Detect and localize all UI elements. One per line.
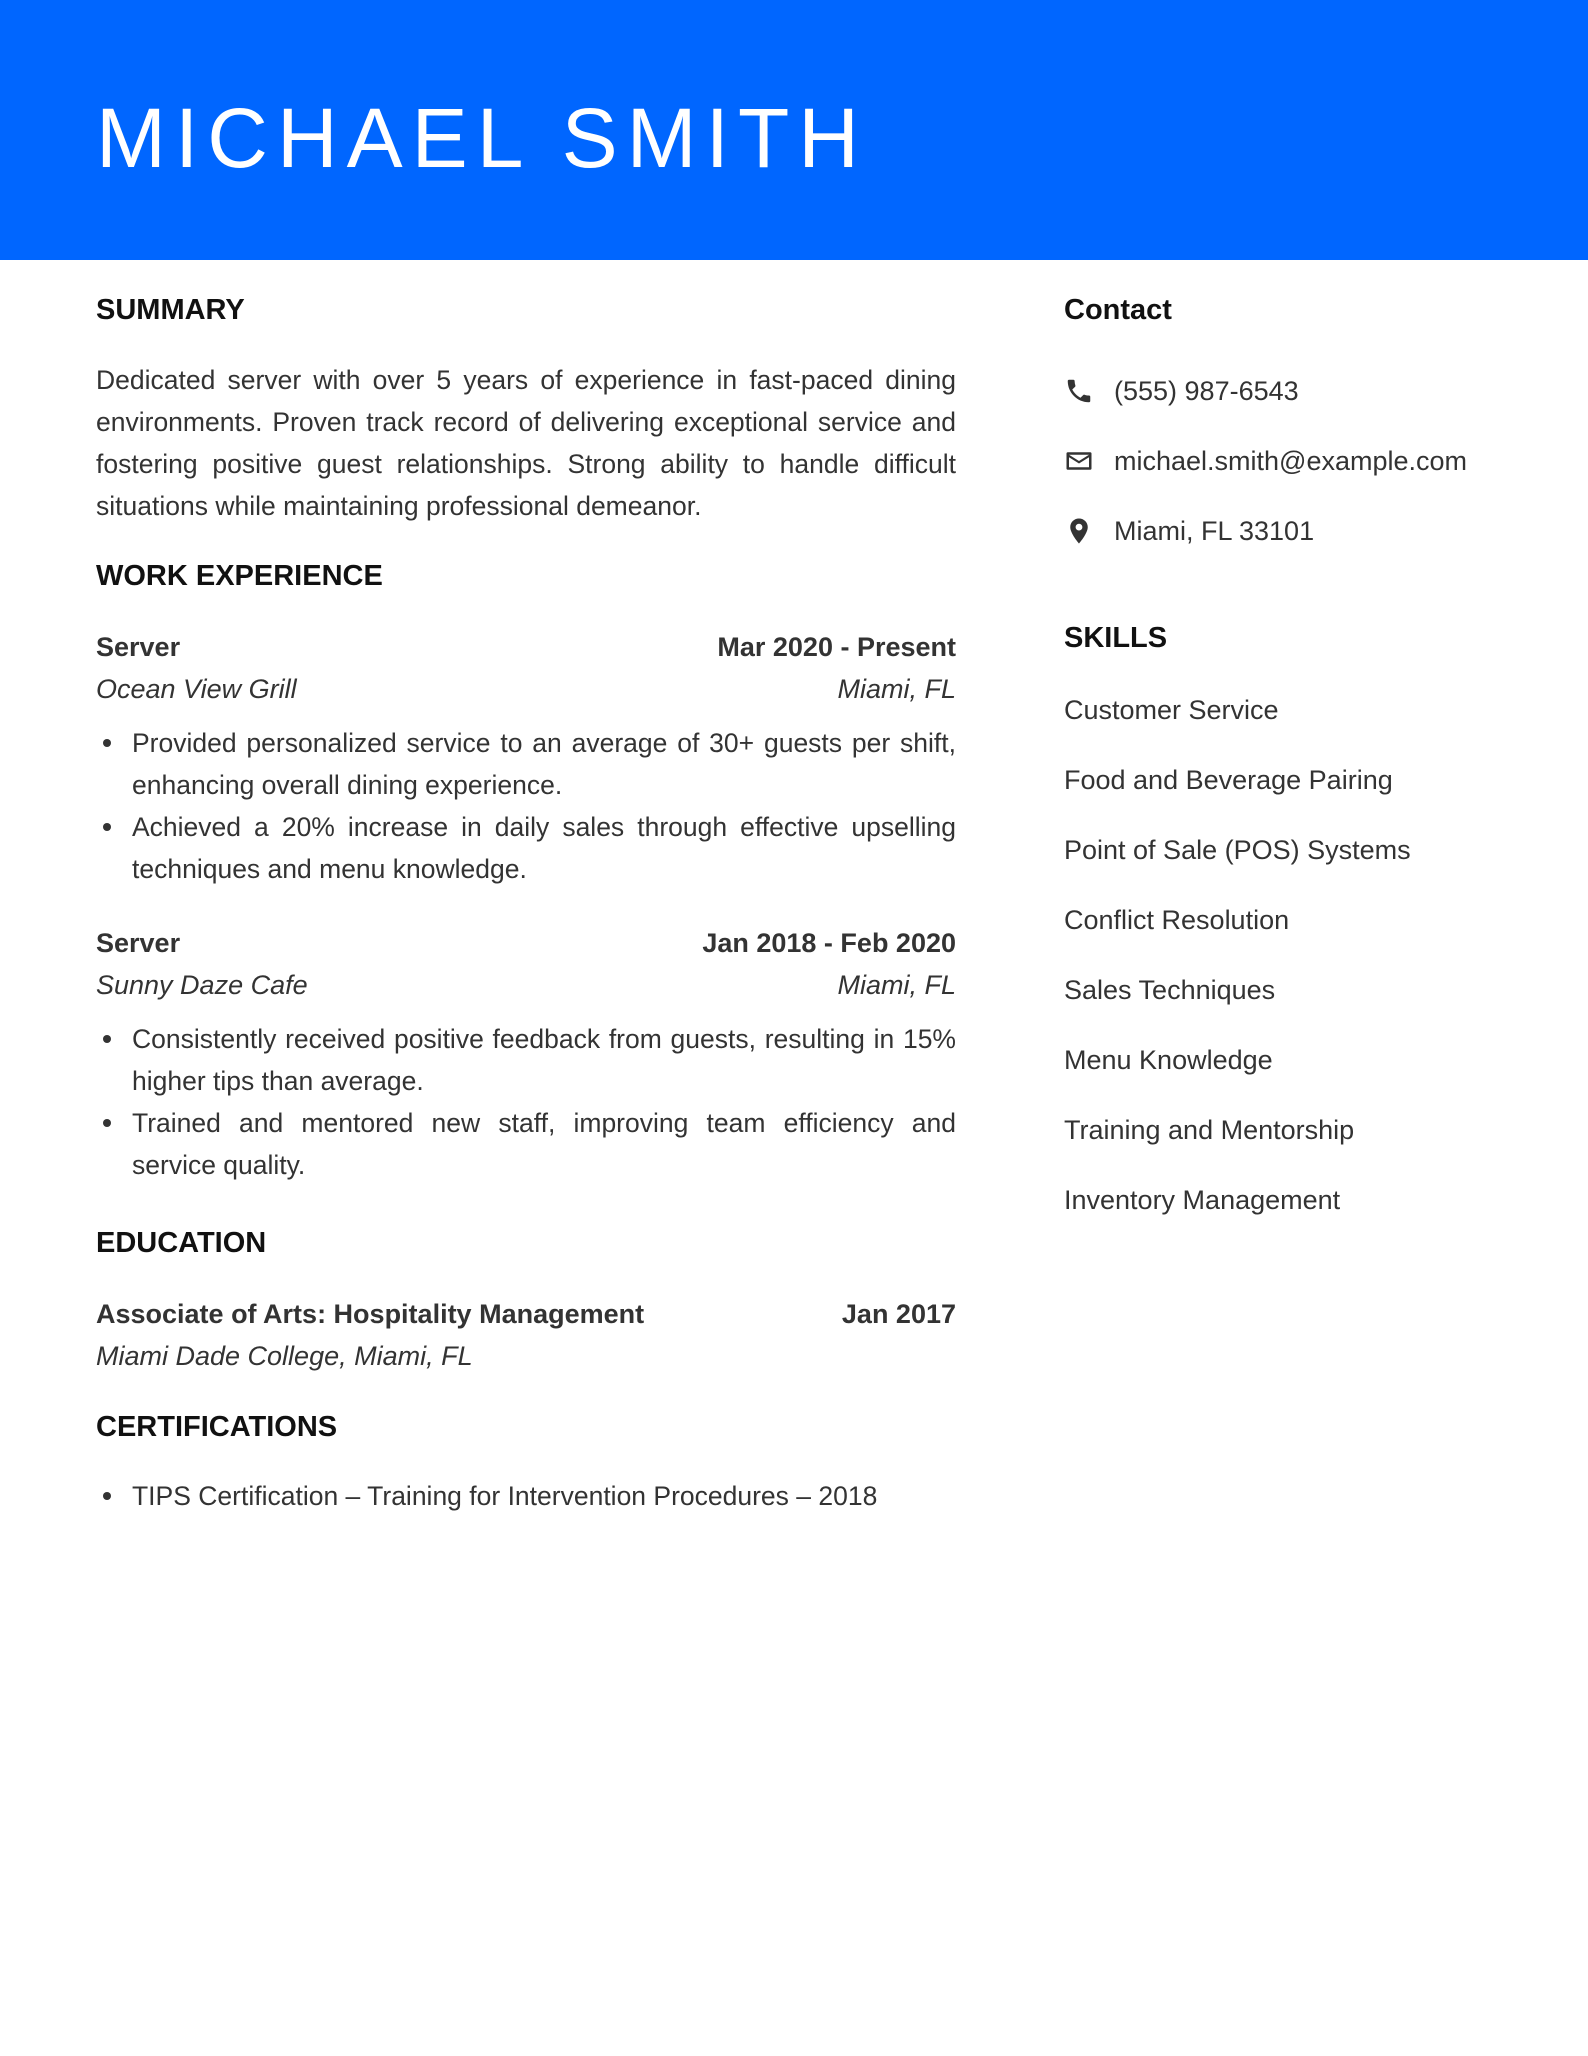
job-location: Miami, FL <box>837 674 956 704</box>
job-company-row <box>96 668 956 710</box>
job-company-row <box>96 964 956 1006</box>
job-title-row <box>96 922 956 964</box>
contact-heading: Contact <box>1064 294 1172 326</box>
summary-heading: SUMMARY <box>96 294 245 326</box>
certification-item: TIPS Certification – Training for Intervention Procedures – 2018 <box>96 1475 956 1517</box>
skill-item: Customer Service <box>1064 695 1279 725</box>
job-location: Miami, FL <box>837 970 956 1000</box>
job-achievement: Achieved a 20% increase in daily sales through effective upselling techniques and menu knowledge. <box>96 806 956 890</box>
education-degree-row <box>96 1293 956 1335</box>
envelope-icon <box>1064 446 1094 476</box>
contact-phone <box>1064 370 1299 412</box>
job-title: Server <box>96 632 181 662</box>
job-achievement: Provided personalized service to an average of 30+ guests per shift, enhancing overall dining experience. <box>96 722 956 806</box>
education-degree: Associate of Arts: Hospitality Management <box>96 1299 645 1329</box>
job-company: Ocean View Grill <box>96 674 297 704</box>
job-dates: Jan 2018 - Feb 2020 <box>702 928 956 958</box>
education-entry <box>96 1293 956 1377</box>
skill-item: Food and Beverage Pairing <box>1064 765 1393 795</box>
job-title: Server <box>96 928 181 958</box>
skills-list <box>1064 689 1524 1249</box>
job-achievement: Trained and mentored new staff, improving team efficiency and service quality. <box>96 1102 956 1186</box>
work-experience-heading: WORK EXPERIENCE <box>96 560 383 592</box>
education-date: Jan 2017 <box>841 1299 956 1329</box>
contact-email <box>1064 440 1467 482</box>
skill-item: Sales Techniques <box>1064 975 1276 1005</box>
job-achievement: Consistently received positive feedback from guests, resulting in 15% higher tips than average. <box>96 1018 956 1102</box>
contact-email-text: michael.smith@example.com <box>1114 445 1468 476</box>
education-school: Miami Dade College, Miami, FL <box>96 1341 473 1371</box>
skills-heading: SKILLS <box>1064 622 1168 654</box>
contact-phone-text: (555) 987-6543 <box>1114 375 1299 406</box>
resume-header <box>0 0 1588 260</box>
summary-text: Dedicated server with over 5 years of experience in fast-paced dining environments. Proven track record of delivering exceptional service and fostering positive guest relationships. Strong ability to handle difficult situations while maintaining professional demeanor. <box>96 365 956 521</box>
job-company: Sunny Daze Cafe <box>96 970 308 1000</box>
contact-location <box>1064 510 1314 552</box>
job-achievements-list <box>96 1018 956 1186</box>
job-entry <box>96 626 956 890</box>
job-entry <box>96 922 956 1186</box>
phone-icon <box>1064 376 1094 406</box>
skill-item: Training and Mentorship <box>1064 1115 1355 1145</box>
skill-item: Conflict Resolution <box>1064 905 1290 935</box>
skill-item: Point of Sale (POS) Systems <box>1064 835 1411 865</box>
candidate-name: MICHAEL SMITH <box>96 91 868 185</box>
certifications-heading: CERTIFICATIONS <box>96 1411 338 1443</box>
job-dates: Mar 2020 - Present <box>717 632 956 662</box>
certifications-list <box>96 1475 956 1517</box>
job-title-row <box>96 626 956 668</box>
skill-item: Inventory Management <box>1064 1185 1341 1215</box>
skill-item: Menu Knowledge <box>1064 1045 1273 1075</box>
contact-location-text: Miami, FL 33101 <box>1114 515 1315 546</box>
education-heading: EDUCATION <box>96 1227 267 1259</box>
map-pin-icon <box>1064 516 1094 546</box>
job-achievements-list <box>96 722 956 890</box>
